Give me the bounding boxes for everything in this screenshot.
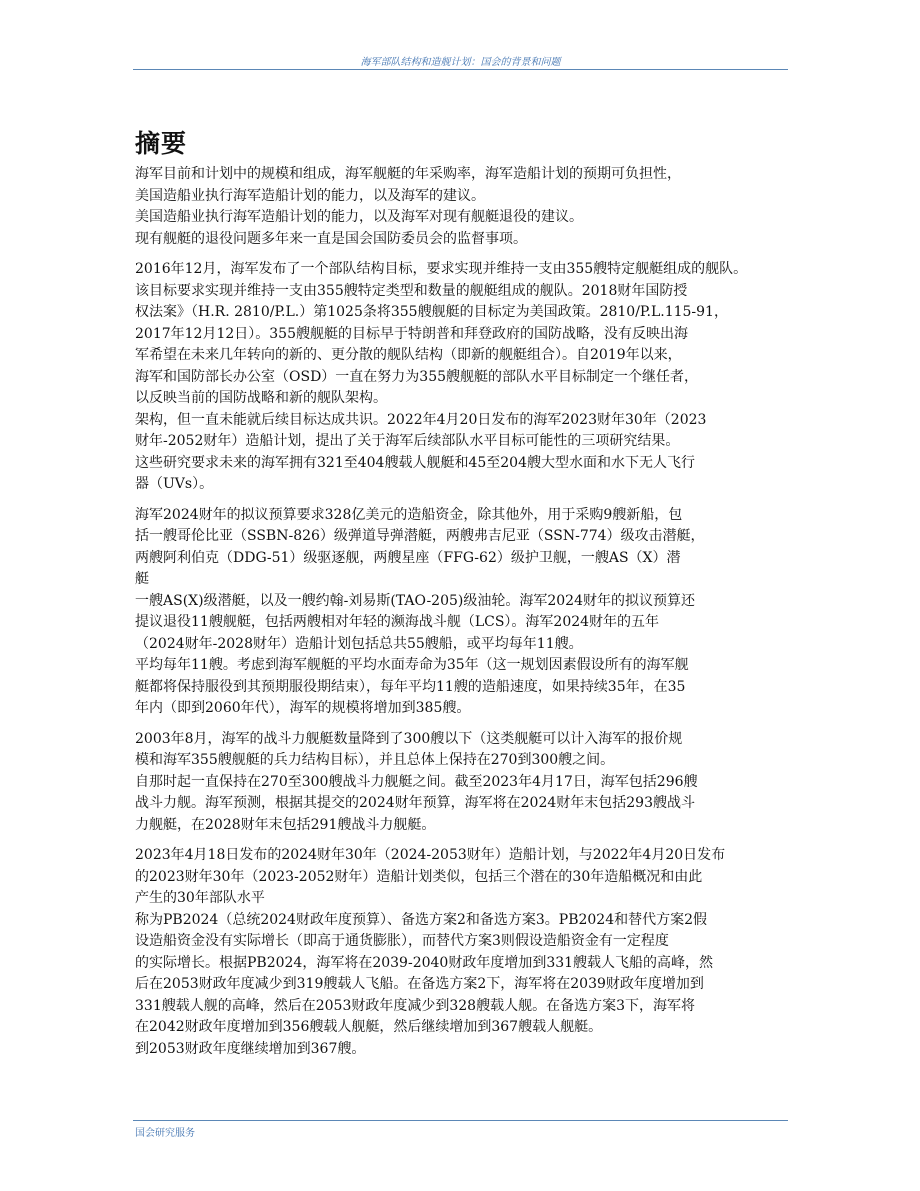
text-line: 现有舰艇的退役问题多年来一直是国会国防委员会的监督事项。 [135, 230, 527, 247]
text-line: 2003年8月，海军的战斗力舰艇数量降到了300艘以下（这类舰艇可以计入海军的报价规 [135, 730, 683, 747]
text-line: 331艘载人舰的高峰，然后在2053财政年度减少到328艘载人舰。在备选方案3下，海军将 [135, 997, 695, 1014]
text-line: 艇 [135, 571, 149, 587]
text-line: 美国造船业执行海军造船计划的能力，以及海军的建议。 [135, 187, 485, 204]
text-line: 财年-2052财年）造船计划，提出了关于海军后续部队水平目标可能性的三项研究结果。 [135, 433, 680, 449]
text-line: 平均每年11艘。考虑到海军舰艇的平均水面寿命为35年（这一规划因素假设所有的海军舰 [135, 657, 689, 673]
text-line: 括一艘哥伦比亚（SSBN-826）级弹道导弹潜艇，两艘弗吉尼亚（SSN-774）级攻击潜艇， [135, 528, 705, 544]
page-footer [133, 1120, 788, 1139]
text-line: 器（UVs）。 [135, 476, 214, 492]
paragraph [135, 505, 835, 720]
footer-text: 国会研究服务 [135, 1128, 195, 1139]
text-line: 美国造船业执行海军造船计划的能力，以及海军对现有舰艇退役的建议。 [135, 209, 583, 225]
text-line: 产生的30年部队水平 [135, 890, 265, 906]
page-title: 摘要 [135, 129, 188, 158]
paragraph [135, 259, 835, 496]
text-line: 的2023财年30年（2023-2052财年）造船计划类似，包括三个潜在的30年造船概况和由此 [135, 868, 703, 885]
page-header [133, 55, 788, 70]
text-line: 海军和国防部长办公室（OSD）一直在努力为355艘舰艇的部队水平目标制定一个继任者， [135, 368, 699, 385]
text-line: 模和海军355艘舰艇的兵力结构目标），并且总体上保持在270到300艘之间。 [135, 752, 615, 768]
text-line: 海军目前和计划中的规模和组成，海军舰艇的年采购率，海军造船计划的预期可负担性， [135, 166, 681, 182]
text-line: （2024财年-2028财年）造船计划包括总共55艘船，或平均每年11艘。 [135, 635, 583, 652]
text-line: 自那时起一直保持在270至300艘战斗力舰艇之间。截至2023年4月17日，海军包括296艘 [135, 773, 698, 790]
text-line: 军希望在未来几年转向的新的、更分散的舰队结构（即新的舰艇组合）。自2019年以来， [135, 347, 682, 363]
text-line: 到2053财政年度继续增加到367艘。 [135, 1040, 366, 1057]
text-line: 该目标要求实现并维持一支由355艘特定类型和数量的舰艇组成的舰队。2018财年国防授 [135, 282, 688, 299]
summary-body [135, 164, 835, 1069]
text-line: 战斗力舰。海军预测，根据其提交的2024财年预算，海军将在2024财年末包括293艘战斗 [135, 795, 695, 811]
text-line: 2023年4月18日发布的2024财年30年（2024-2053财年）造船计划，与2022年4月20日发布 [135, 847, 726, 863]
paragraph [135, 845, 835, 1060]
paragraph [135, 164, 835, 250]
text-line: 一艘AS(X)级潜艇，以及一艘约翰-刘易斯(TAO-205)级油轮。海军2024财年的拟议预算还 [135, 592, 695, 609]
text-line: 设造船资金没有实际增长（即高于通货膨胀），而替代方案3则假设造船资金有一定程度 [135, 933, 669, 949]
text-line: 2016年12月，海军发布了一个部队结构目标，要求实现并维持一支由355艘特定舰艇组成的舰队。 [135, 261, 748, 277]
paragraph [135, 729, 835, 837]
text-line: 以反映当前的国防战略和新的舰队架构。 [135, 390, 387, 406]
text-line: 提议退役11艘舰艇，包括两艘相对年轻的濒海战斗舰（LCS）。海军2024财年的五年 [135, 614, 660, 630]
text-line: 力舰艇，在2028财年末包括291艘战斗力舰艇。 [135, 816, 436, 833]
header-title: 海军部队结构和造舰计划：国会的背景和问题 [360, 57, 561, 68]
text-line: 海军2024财年的拟议预算要求328亿美元的造船资金，除其他外，用于采购9艘新船，包 [135, 506, 683, 523]
text-line: 权法案》（H.R. 2810/P.L.）第1025条将355艘舰艇的目标定为美国政策。2810/P.L.115-91， [135, 304, 728, 320]
text-line: 的实际增长。根据PB2024，海军将在2039-2040财政年度增加到331艘载人飞船的高峰，然 [135, 954, 714, 971]
text-line: 年内（即到2060年代），海军的规模将增加到385艘。 [135, 700, 471, 716]
text-line: 这些研究要求未来的海军拥有321至404艘载人舰艇和45至204艘大型水面和水下无人飞行 [135, 454, 695, 471]
text-line: 称为PB2024（总统2024财政年度预算）、备选方案2和备选方案3。PB2024和替代方案2假 [135, 911, 708, 928]
text-line: 架构，但一直未能就后续目标达成共识。2022年4月20日发布的海军2023财年30年（2023 [135, 411, 707, 428]
text-line: 两艘阿利伯克（DDG-51）级驱逐舰，两艘星座（FFG-62）级护卫舰，一艘AS（X）潜 [135, 549, 681, 566]
text-line: 后在2053财政年度减少到319艘载人飞船。在备选方案2下，海军将在2039财政年度增加到 [135, 976, 704, 992]
text-line: 在2042财政年度增加到356艘载人舰艇，然后继续增加到367艘载人舰艇。 [135, 1019, 603, 1035]
text-line: 艇都将保持服役到其预期服役期结束），每年平均11艘的造船速度，如果持续35年，在35 [135, 678, 686, 695]
text-line: 2017年12月12日）。355艘舰艇的目标早于特朗普和拜登政府的国防战略，没有反映出海 [135, 325, 688, 342]
